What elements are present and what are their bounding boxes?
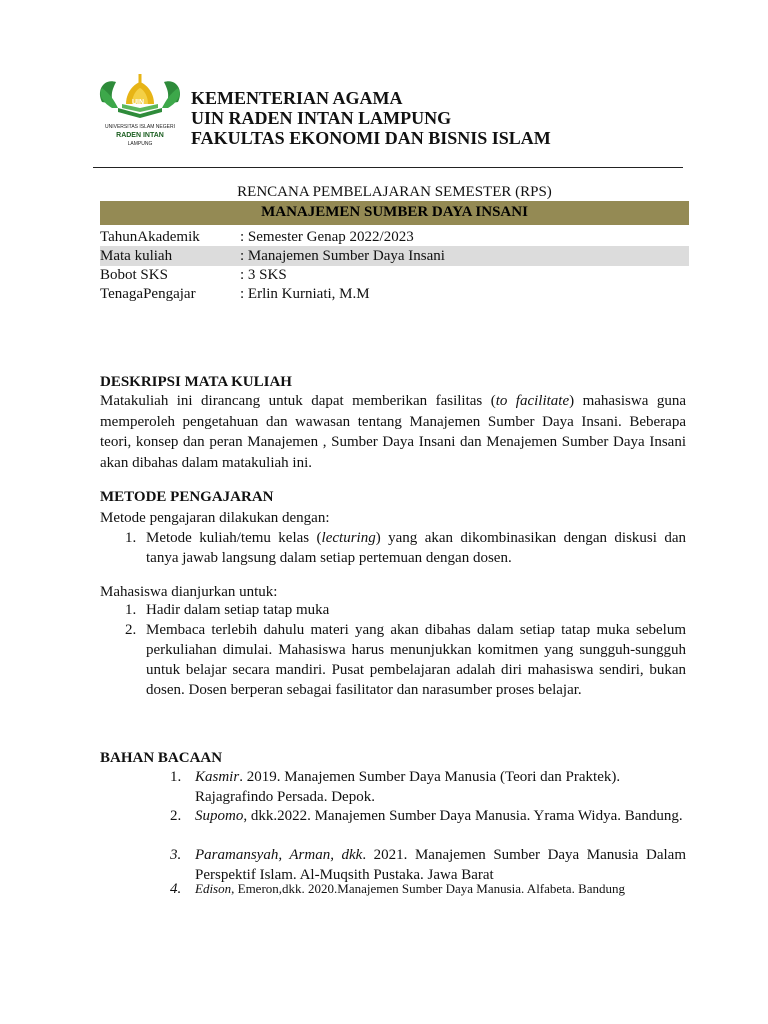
info-value: : 3 SKS — [240, 267, 287, 283]
institution-header — [191, 88, 551, 148]
info-value: : Semester Genap 2022/2023 — [240, 229, 414, 245]
university-logo-icon — [92, 68, 188, 150]
document-title: RENCANA PEMBELAJARAN SEMESTER (RPS) — [237, 184, 552, 200]
reference-item: 3. Paramansyah, Arman, dkk. 2021. Manajemen Sumber Daya Manusia Dalam Perspektif Islam. Al-Muqsith Pustaka. Jawa Barat — [170, 847, 686, 883]
info-label: TahunAkademik — [100, 229, 200, 245]
section-heading-method: METODE PENGAJARAN — [100, 489, 274, 505]
reference-item: 4. Edison, Emeron,dkk. 2020.Manajemen Sumber Daya Manusia. Alfabeta. Bandung — [170, 881, 626, 897]
ministry-name: KEMENTERIAN AGAMA — [191, 88, 403, 108]
info-value: : Manajemen Sumber Daya Insani — [240, 248, 445, 264]
info-label: Mata kuliah — [100, 248, 173, 264]
reference-item: 2. Supomo, dkk.2022. Manajemen Sumber Daya Manusia. Yrama Widya. Bandung. — [170, 808, 683, 824]
list-item: 2. Membaca terlebih dahulu materi yang akan dibahas dalam setiap tatap muka sebelum perkuliahan dimulai. Mahasiswa harus menunjukkan komitmen yang sungguh-sungguh untuk belajar secara mandiri. Pusat pembelajaran adalah diri mahasiswa sendiri, bukan dosen. Dosen berperan sebagai fasilitator dan narasumber proses belajar. — [125, 622, 686, 698]
student-advice-intro: Mahasiswa dianjurkan untuk: — [100, 584, 278, 600]
info-row-lecturer — [100, 284, 689, 304]
course-title-band: MANAJEMEN SUMBER DAYA INSANI — [100, 201, 689, 225]
description-paragraph: Matakuliah ini dirancang untuk dapat memberikan fasilitas (to facilitate) mahasiswa guna memperoleh pengetahuan dan wawasan tentang Manajemen Sumber Daya Insani. Beberapa teori, konsep dan peran Manajemen , Sumber Daya Insani dan Menajemen Sumber Daya Insani akan dibahas dalam matakuliah ini. — [100, 393, 686, 471]
svg-text:UIN: UIN — [132, 99, 145, 106]
faculty-name: FAKULTAS EKONOMI DAN BISNIS ISLAM — [191, 128, 551, 148]
reference-item: 1. Kasmir. 2019. Manajemen Sumber Daya Manusia (Teori dan Praktek). Rajagrafindo Persada. Depok. — [170, 769, 621, 805]
info-row-credits — [100, 265, 689, 285]
method-intro: Metode pengajaran dilakukan dengan: — [100, 510, 330, 526]
info-label: TenagaPengajar — [100, 286, 196, 302]
svg-text:RADEN INTAN: RADEN INTAN — [116, 132, 164, 139]
svg-text:LAMPUNG: LAMPUNG — [127, 141, 153, 147]
info-value: : Erlin Kurniati, M.M — [240, 286, 370, 302]
info-row-academic-year — [100, 227, 689, 247]
list-item: 1. Metode kuliah/temu kelas (lecturing) yang akan dikombinasikan dengan diskusi dan tanya jawab langsung dalam setiap pertemuan dengan dosen. — [125, 530, 686, 566]
section-heading-description: DESKRIPSI MATA KULIAH — [100, 374, 292, 390]
info-row-course — [100, 246, 689, 266]
list-item: 1. Hadir dalam setiap tatap muka — [125, 602, 330, 618]
university-name: UIN RADEN INTAN LAMPUNG — [191, 108, 452, 128]
section-heading-references: BAHAN BACAAN — [100, 750, 223, 766]
info-label: Bobot SKS — [100, 267, 168, 283]
svg-text:UNIVERSITAS ISLAM NEGERI: UNIVERSITAS ISLAM NEGERI — [105, 124, 175, 130]
header-divider — [93, 167, 683, 168]
